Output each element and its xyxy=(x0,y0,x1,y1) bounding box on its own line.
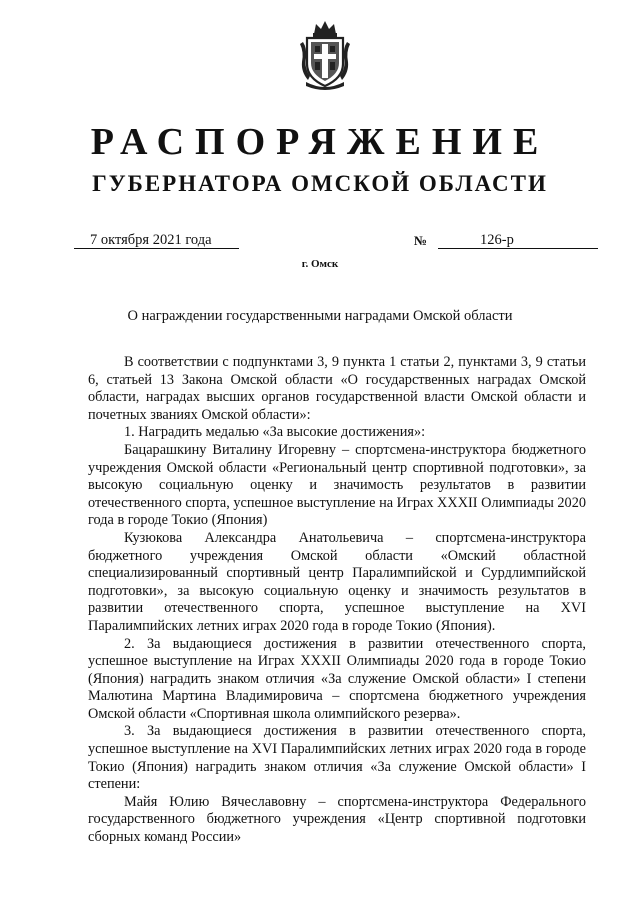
clause-3-paragraph: 3. За выдающиеся достижения в развитии отечественного спорта, успешное выступление на XVI Паралимпийских летних играх 2020 года в городе Токио (Япония) наградить знаком отличия «За служение Омской области» I степени: xyxy=(88,723,586,793)
preamble-paragraph: В соответствии с подпунктами 3, 9 пункта 1 статьи 2, пунктами 3, 9 статьи 6, статьей 13 Закона Омской области «О государственных наградах Омской области, наградах высших органов государственной власти Омской области и почетных званиях Омской области»: xyxy=(88,354,586,423)
date-underline xyxy=(74,248,239,249)
coat-of-arms-icon xyxy=(298,18,352,92)
document-body xyxy=(88,354,586,847)
issuer-title: ГУБЕРНАТОРА ОМСКОЙ ОБЛАСТИ xyxy=(92,171,548,196)
awardee-paragraph: Майя Юлию Вячеславовну – спортсмена-инструктора Федерального государственного бюджетного учреждения «Центр спортивной подготовки сборных команд России» xyxy=(88,793,586,846)
number-sign: № xyxy=(414,233,428,248)
awardee-paragraph: Кузюкова Александра Анатольевича – спортсмена-инструктора бюджетного учреждения Омской области «Омский областной специализированный спортивный центр Паралимпийской и Сурдлимпийской подготовки», за высокую социальную оценку и значимость результатов в развитии отечественного спорта, успешное выступление на XVI Паралимпийских летних играх 2020 года в городе Токио (Япония). xyxy=(88,529,586,634)
city-label: г. Омск xyxy=(301,258,339,270)
number-underline xyxy=(438,248,598,249)
clause-1-paragraph: 1. Наградить медалью «За высокие достижения»: xyxy=(124,424,426,441)
document-heading: О награждении государственными наградами Омской области xyxy=(127,308,513,324)
document-number: 126-р xyxy=(480,232,514,248)
clause-2-paragraph: 2. За выдающиеся достижения в развитии отечественного спорта, успешное выступление на Играх XXXII Олимпиады 2020 года в городе Токио (Япония) наградить знаком отличия «За служение Омской области» I степени Малютина Мартина Владимировича – спортсмена бюджетного учреждения Омской области «Спортивная школа олимпийского резерва». xyxy=(88,635,586,722)
document-date: 7 октября 2021 года xyxy=(90,232,212,248)
awardee-paragraph: Бацарашкину Виталину Игоревну – спортсмена-инструктора бюджетного учреждения Омской области «Региональный центр спортивной подготовки», за высокую социальную оценку и значимость результатов в развитии отечественного спорта, успешное выступление на Играх XXXII Олимпиады 2020 года в городе Токио (Япония) xyxy=(88,441,586,529)
document-type: РАСПОРЯЖЕНИЕ xyxy=(90,121,550,163)
